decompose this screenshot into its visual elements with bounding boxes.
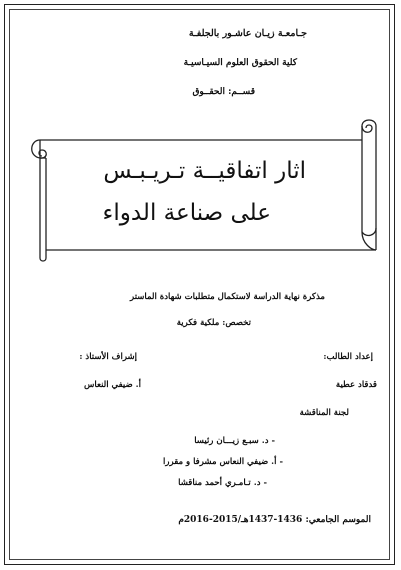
preparation-label: إعداد الطالب:	[323, 352, 373, 362]
committee-label: لجنة المناقشة	[299, 408, 349, 418]
thesis-title-line2: على صناعة الدواء	[102, 200, 271, 226]
thesis-title-line1: اثار اتفاقيــة تـريـبـس	[103, 158, 306, 184]
committee-member: - أ. ضيفي النعاس مشرفا و مقررا	[163, 457, 283, 467]
academic-year: الموسم الجامعي: 1436-1437هـ/2015-2016م	[178, 515, 371, 525]
faculty-name: كلية الحقوق العلوم السيـاسيـة	[183, 58, 297, 68]
university-name: جـامعـة زيـان عاشـور بالجلفـة	[188, 28, 307, 39]
memo-description: مذكرة نهاية الدراسة لاستكمال متطلبات شهادة الماستر	[130, 292, 325, 302]
specialization: تخصص: ملكية فكرية	[176, 318, 251, 328]
committee-member: - د. سبـع زيـــان رئيسا	[194, 436, 275, 446]
student-name: قدقاد عطية	[335, 380, 377, 390]
supervisor-name: أ. ضيفي النعاس	[84, 380, 141, 390]
department-name: قســم: الحقــوق	[192, 87, 255, 97]
committee-member: - د. تـامـري أحمد مناقشا	[178, 478, 267, 488]
supervision-label: إشراف الأستاذ :	[79, 352, 137, 362]
